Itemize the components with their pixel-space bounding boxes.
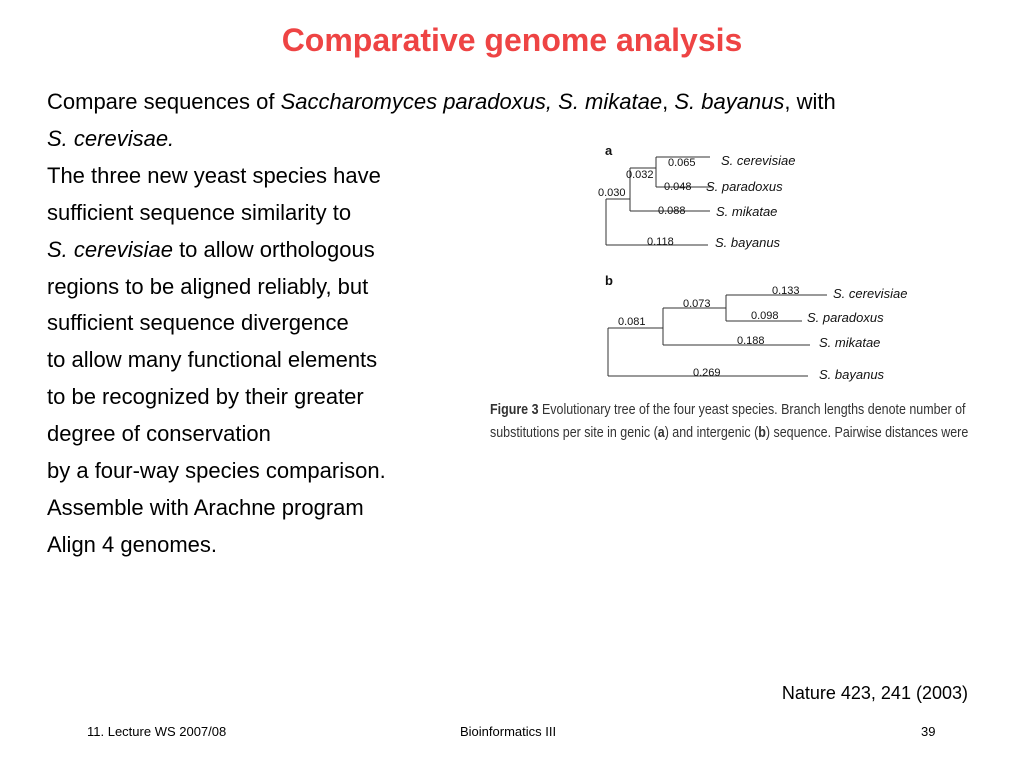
branch-label-a-par: 0.048 — [664, 181, 692, 193]
para-italic-species: S. cerevisiae — [47, 236, 173, 262]
footer-course: Bioinformatics III — [460, 724, 557, 739]
branch-label-a-bay: 0.118 — [647, 236, 674, 248]
para-line-5: sufficient sequence divergence — [47, 310, 349, 336]
branch-label-b-cer: 0.133 — [772, 285, 800, 297]
slide-title: Comparative genome analysis — [281, 22, 743, 58]
caption-line2-a: substitutions per site in genic ( — [490, 425, 658, 441]
intro-line2: S. cerevisae. — [47, 125, 175, 151]
branch-label-a-mik: 0.088 — [658, 205, 686, 217]
para-line-7: to be recognized by their greater — [47, 384, 364, 410]
branch-label-b-bay: 0.269 — [693, 367, 721, 379]
branch-label-a-root: 0.030 — [598, 187, 626, 199]
caption-line2-b: ) and intergenic ( — [664, 425, 759, 441]
taxon-b-cerevisiae: S. cerevisiae — [833, 286, 908, 301]
branch-label-b-mik: 0.188 — [737, 335, 765, 347]
branch-label-a-inner: 0.032 — [626, 169, 654, 181]
taxon-b-paradoxus: S. paradoxus — [807, 310, 884, 325]
intro-prefix: Compare sequences of — [47, 89, 281, 114]
para-italic-rest: to allow orthologous — [172, 236, 375, 262]
para-line-4: regions to be aligned reliably, but — [47, 273, 369, 299]
panel-b-label: b — [605, 273, 613, 288]
step-assemble: Assemble with Arachne program — [47, 494, 364, 520]
footer-lecture: 11. Lecture WS 2007/08 — [87, 724, 227, 739]
caption-line2-c: ) sequence. Pairwise distances were — [765, 425, 969, 441]
taxon-a-mikatae: S. mikatae — [716, 204, 778, 219]
intro-comma: , — [662, 89, 675, 114]
taxon-b-mikatae: S. mikatae — [819, 335, 881, 350]
branch-label-b-inner: 0.073 — [683, 298, 711, 310]
intro-species-3: S. bayanus — [674, 89, 785, 114]
taxon-b-bayanus: S. bayanus — [819, 367, 885, 382]
taxon-a-bayanus: S. bayanus — [715, 235, 781, 250]
taxon-a-paradoxus: S. paradoxus — [706, 179, 783, 194]
para-line-2: sufficient sequence similarity to — [47, 199, 352, 225]
para-line-6: to allow many functional elements — [47, 347, 378, 373]
figure-caption — [490, 399, 1010, 445]
caption-line1: Evolutionary tree of the four yeast species. Branch lengths denote number of — [538, 402, 966, 418]
para-line-9: by a four-way species comparison. — [47, 458, 386, 484]
intro-species: Saccharomyces paradoxus, S. mikatae — [280, 89, 663, 114]
step-align: Align 4 genomes. — [47, 531, 217, 557]
intro-suffix: , with — [784, 89, 836, 114]
caption-figure-label: Figure 3 — [490, 402, 539, 418]
footer-page-number: 39 — [921, 724, 936, 739]
caption-bold-a: a — [657, 425, 665, 441]
para-line-1: The three new yeast species have — [47, 162, 381, 188]
citation: Nature 423, 241 (2003) — [781, 683, 968, 703]
branch-label-a-cer: 0.065 — [668, 157, 696, 169]
taxon-a-cerevisiae: S. cerevisiae — [721, 153, 796, 168]
branch-label-b-root: 0.081 — [618, 316, 646, 328]
panel-a-label: a — [605, 143, 613, 158]
para-line-8: degree of conservation — [47, 421, 271, 447]
branch-label-b-par: 0.098 — [751, 310, 779, 322]
caption-bold-b: b — [758, 425, 766, 441]
